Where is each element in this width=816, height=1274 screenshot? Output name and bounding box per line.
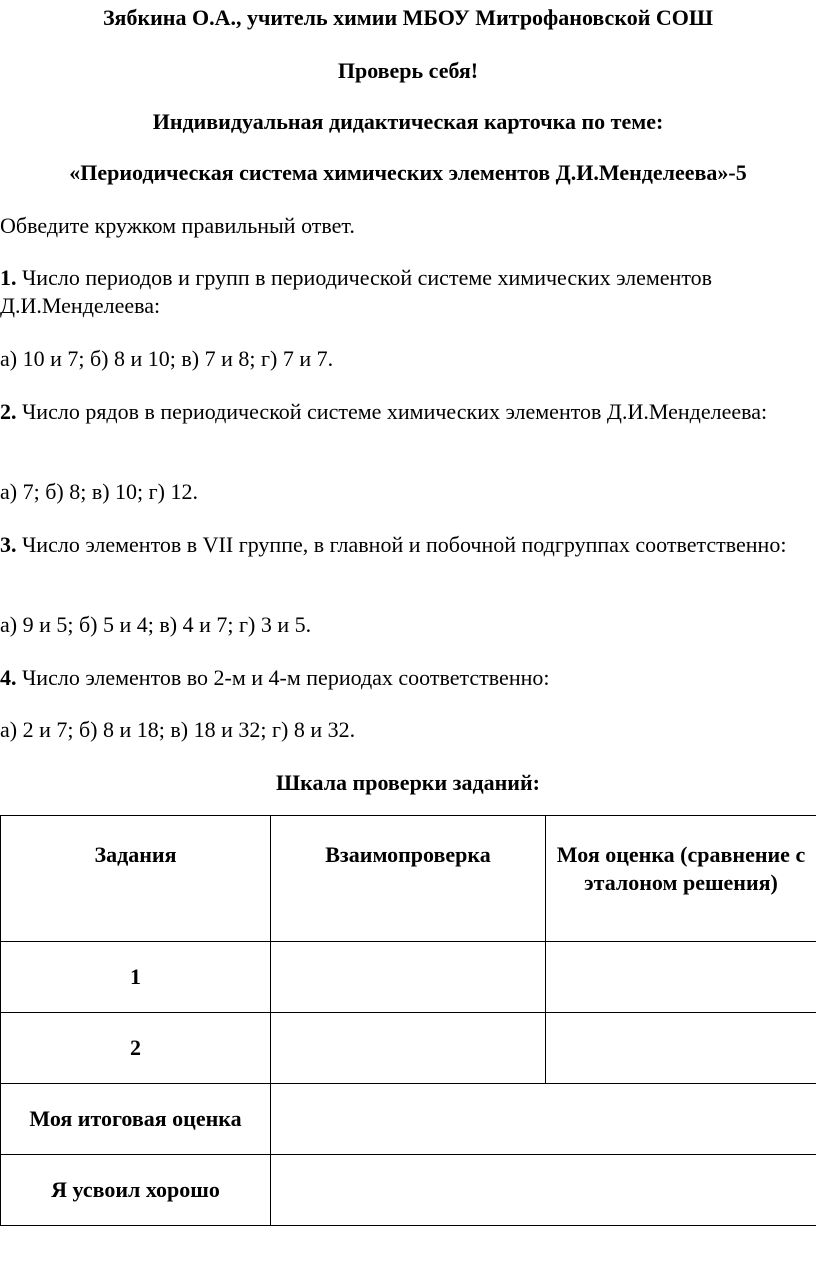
answers-1: а) 10 и 7; б) 8 и 10; в) 7 и 8; г) 7 и 7. (0, 346, 334, 371)
table-row (1, 942, 816, 1013)
score-table (0, 815, 816, 1226)
learned-cell[interactable] (271, 1155, 816, 1226)
scale-title: Шкала проверки заданий: (276, 770, 540, 795)
question-4 (0, 664, 812, 692)
final-grade-label: Моя итоговая оценка (1, 1084, 271, 1155)
question-2 (0, 398, 812, 426)
learned-label: Я усвоил хорошо (1, 1155, 271, 1226)
question-number: 1. (0, 265, 17, 290)
question-1 (0, 264, 812, 320)
check-yourself-title: Проверь себя! (337, 58, 479, 83)
task-number: 2 (1, 1013, 271, 1084)
topic-title: «Периодическая система химических элементов Д.И.Менделеева»-5 (69, 160, 747, 185)
header-tasks: Задания (1, 816, 271, 942)
table-row (1, 1013, 816, 1084)
table-header-row (1, 816, 816, 942)
card-title: Индивидуальная дидактическая карточка по теме: (152, 109, 664, 134)
question-number: 4. (0, 665, 17, 690)
header-peer-check: Взаимопроверка (271, 816, 546, 942)
author-line: Зябкина О.А., учитель химии МБОУ Митрофановской СОШ (102, 5, 714, 30)
header-my-grade: Моя оценка (сравнение с эталоном решения) (546, 816, 816, 942)
question-text: Число элементов во 2-м и 4-м периодах соответственно: (16, 665, 550, 690)
final-grade-row (1, 1084, 816, 1155)
peer-check-cell[interactable] (271, 942, 546, 1013)
task-number: 1 (1, 942, 271, 1013)
my-grade-cell[interactable] (546, 942, 816, 1013)
question-text: Число рядов в периодической системе химических элементов Д.И.Менделеева: (16, 399, 768, 424)
answers-4: а) 2 и 7; б) 8 и 18; в) 18 и 32; г) 8 и 32. (0, 717, 356, 742)
my-grade-cell[interactable] (546, 1013, 816, 1084)
question-number: 2. (0, 399, 17, 424)
instruction-text: Обведите кружком правильный ответ. (0, 213, 355, 238)
answers-2: а) 7; б) 8; в) 10; г) 12. (0, 479, 199, 504)
answers-3: а) 9 и 5; б) 5 и 4; в) 4 и 7; г) 3 и 5. (0, 612, 312, 637)
question-text: Число периодов и групп в периодической системе химических элементов Д.И.Менделеева: (0, 265, 713, 318)
question-3 (0, 531, 812, 559)
question-text: Число элементов в VII группе, в главной и побочной подгруппах соответственно: (16, 532, 787, 557)
question-number: 3. (0, 532, 17, 557)
final-grade-cell[interactable] (271, 1084, 816, 1155)
peer-check-cell[interactable] (271, 1013, 546, 1084)
learned-row (1, 1155, 816, 1226)
